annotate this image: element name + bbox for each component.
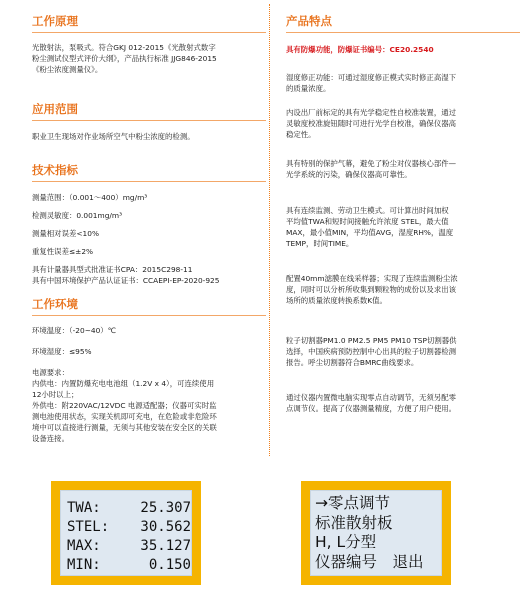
application-text: 职业卫生现场对作业场所空气中粉尘浓度的检测。: [32, 132, 195, 141]
feature-explosion-proof: [286, 44, 518, 55]
feature-particle-cutter: [286, 335, 518, 368]
feature-air-curtain: [286, 158, 518, 180]
reading-label: STEL:: [67, 519, 110, 535]
power-line: 设备连接。: [32, 434, 69, 443]
power-line: 内供电：内置防爆充电电池组（1.2V x 4），可连续使用: [32, 379, 215, 388]
feature-monitoring: [286, 205, 518, 249]
feature-line: 具有特别的保护气幕，避免了粉尘对仪器核心部件—: [286, 159, 456, 168]
section-title-specs: 技术指标: [32, 162, 266, 182]
feature-line: 内设出厂前标定的具有光学稳定性自校准装置，通过: [286, 108, 456, 117]
spec-item: 测量范围：（0.001～400）mg/m³: [32, 193, 148, 202]
feature-line: 湿度修正功能：可通过湿度修正模式实时修正高湿下: [286, 73, 456, 82]
feature-line: 度，同时可以分析所收集到颗粒物的成份以及求出该: [286, 285, 456, 294]
spec-item: 检测灵敏度：0.001mg/m³: [32, 211, 123, 220]
power-line: 测电池使用状态，实现关机即可充电，在危险或非危险环: [32, 412, 217, 421]
section-title-features: 产品特点: [286, 13, 520, 33]
feature-line: TEMP，时间TIME。: [286, 239, 354, 248]
reading-row-twa: [61, 499, 191, 518]
power-line: 境中可以直接进行测量，无须与其他安装在安全区的关联: [32, 423, 217, 432]
feature-line: MAX，最小值MIN，平均值AVG，湿度RH%，温度: [286, 228, 454, 237]
reading-row-min: [61, 556, 191, 575]
section-title-principle: 工作原理: [32, 13, 266, 33]
power-requirements: [32, 367, 262, 444]
env-humidity: 环境湿度：≤95%: [32, 347, 92, 356]
lcd-screen: [60, 490, 192, 576]
feature-line: 的质量浓度。: [286, 84, 331, 93]
spec-item: 测量相对误差<10%: [32, 229, 99, 238]
reading-label: MAX:: [67, 538, 101, 554]
power-line: 电源要求：: [32, 368, 69, 377]
feature-line: 具有连续监测、劳动卫生模式。可计算出时间加权: [286, 206, 449, 215]
feature-humidity: [286, 72, 518, 94]
lcd-display-menu: [301, 481, 451, 585]
reading-row-max: [61, 537, 191, 556]
right-column: [276, 0, 522, 414]
feature-line: 稳定性。: [286, 130, 316, 139]
reading-label: TWA:: [67, 500, 101, 516]
feature-line: 选择，中国疾病预防控制中心出具的粒子切割器检测: [286, 347, 456, 356]
column-divider: [269, 4, 272, 456]
spec-item: 重复性误差≤±2%: [32, 247, 94, 256]
principle-text: [32, 42, 262, 75]
left-column: [0, 0, 262, 444]
feature-line: 报告。呼尘切割器符合BMRC曲线要求。: [286, 358, 419, 367]
feature-line: 配置40mm滤膜在线采样器；实现了连续监测粉尘浓: [286, 274, 458, 283]
lcd-display-readings: [51, 481, 201, 585]
feature-line: 点调节仪。提高了仪器测量精度，方便了用户使用。: [286, 404, 456, 413]
feature-calibration: [286, 107, 518, 140]
reading-value: 25.307: [140, 500, 191, 516]
reading-label: MIN:: [67, 557, 101, 573]
reading-value: 35.127: [140, 538, 191, 554]
section-title-application: 应用范围: [32, 101, 266, 121]
menu-item-standard-plate: 标准散射板: [315, 513, 393, 532]
feature-line: 光学系统的污染，确保仪器高可靠性。: [286, 170, 412, 179]
principle-line: 光散射法，泵吸式。符合GKJ 012-2015《光散射式数字: [32, 43, 216, 52]
principle-line: 《粉尘浓度测量仪》。: [32, 65, 103, 74]
menu-item-zero-adjust: →零点调节: [315, 494, 390, 512]
cert-line: 具有中国环境保护产品认证证书：CCAEPI-EP-2020-925: [32, 276, 220, 285]
lcd-screen: [310, 490, 442, 576]
feature-line: 场所的质量浓度转换系数K值。: [286, 296, 387, 305]
reading-value: 0.150: [148, 557, 191, 573]
feature-line: 粒子切割器PM1.0 PM2.5 PM5 PM10 TSP切割器供: [286, 336, 457, 345]
feature-line: 具有防爆功能，防爆证书编号：CE20.2540: [286, 45, 434, 54]
feature-line: 通过仪器内置微电脑实现零点自动调节，无须另配零: [286, 393, 456, 402]
reading-row-stel: [61, 518, 191, 537]
power-line: 12小时以上；: [32, 390, 79, 399]
cert-line: 具有计量器具型式批准证书CPA：2015C298-11: [32, 265, 193, 274]
power-line: 外供电：附220VAC/12VDC 电源适配器；仪器可实时监: [32, 401, 217, 410]
menu-item-hl-type: H, L分型: [315, 533, 377, 551]
menu-item-serial-exit: 仪器编号 退出: [315, 552, 424, 571]
feature-line: 灵敏度校准旋钮随时可进行光学自校准，确保仪器高: [286, 119, 456, 128]
reading-value: 30.562: [140, 519, 191, 535]
env-temperature: 环境温度：（-20~40）℃: [32, 326, 117, 335]
feature-filter-sampler: [286, 273, 518, 306]
principle-line: 粉尘测试仪型式评价大纲》，产品执行标准 JJG846-2015: [32, 54, 217, 63]
section-title-environment: 工作环境: [32, 296, 266, 316]
feature-auto-zero: [286, 392, 518, 414]
feature-line: 平均值TWA和短时间接触允许浓度 STEL，最大值: [286, 217, 449, 226]
